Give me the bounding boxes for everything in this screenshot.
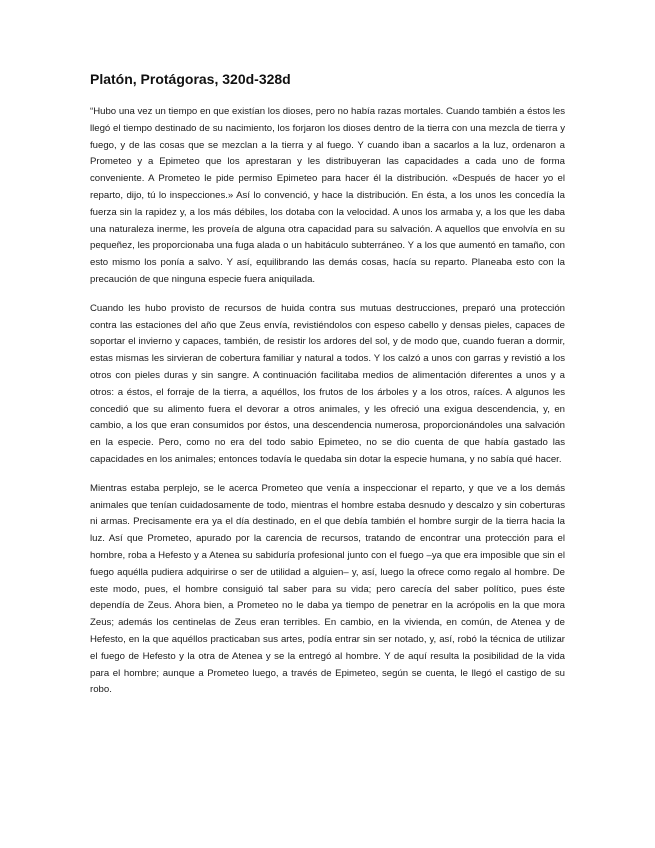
- document-title: Platón, Protágoras, 320d-328d: [90, 71, 291, 87]
- paragraph-1: “Hubo una vez un tiempo en que existían los dioses, pero no había razas mortales. Cuando también a éstos les llegó el tiempo destinado de su nacimiento, los forjaron los dioses dentro de la tierra con una mezcla de tierra y fuego, y de las cosas que se mezclan a la tierra y al fuego. Y cuando iban a sacarlos a la luz, ordenaron a Prometeo y a Epimeteo que los aprestaran y les distribuyeran las capacidades a cada uno de forma conveniente. A Prometeo le pide permiso Epimeteo para hacer él la distribución. «Después de hacer yo el reparto, dijo, tú lo inspecciones.» Así lo convenció, y hace la distribución. En ésta, a los unos les concedía la fuerza sin la rapidez y, a los más débiles, los dotaba con la velocidad. A unos los armaba y, a los que les daba una naturaleza inerme, les proveía de alguna otra capacidad para su salvación. A aquellos que envolvía en su pequeñez, les proporcionaba una fuga alada o un habitáculo subterráneo. Y a los que aumentó en tamaño, con esto mismo los ponía a salvo. Y así, equilibrando las demás cosas, hacía su reparto. Planeaba esto con la precaución de que ninguna especie fuera aniquilada.: [90, 106, 565, 285]
- paragraph-2: Cuando les hubo provisto de recursos de huida contra sus mutuas destrucciones, preparó una protección contra las estaciones del año que Zeus envía, revistiéndolos con espeso cabello y densas pieles, capaces de soportar el invierno y capaces, también, de resistir los ardores del sol, y de modo que, cuando fueran a dormir, estas mismas les sirvieran de cobertura familiar y natural a todos. Y los calzó a unos con garras y revistió a los otros con pieles duras y sin sangre. A continuación facilitaba medios de alimentación diferentes a unos y a otros: a éstos, el forraje de la tierra, a aquéllos, los frutos de los árboles y a los otros, raíces. A algunos les concedió que su alimento fuera el devorar a otros animales, y les ofreció una exigua descendencia, y, en cambio, a los que eran consumidos por éstos, una descendencia numerosa, proporcionándoles una salvación en la especie. Pero, como no era del todo sabio Epimeteo, no se dio cuenta de que había gastado las capacidades en los animales; entonces todavía le quedaba sin dotar la especie humana, y no sabía qué hacer.: [90, 302, 565, 465]
- paragraph-3: Mientras estaba perplejo, se le acerca Prometeo que venía a inspeccionar el reparto, y que ve a los demás animales que tenían cuidadosamente de todo, mientras el hombre estaba desnudo y descalzo y sin coberturas ni armas. Precisamente era ya el día destinado, en el que debía también el hombre surgir de la tierra hacia la luz. Así que Prometeo, apurado por la carencia de recursos, tratando de encontrar una protección para el hombre, roba a Hefesto y a Atenea su sabiduría profesional junto con el fuego –ya que era imposible que sin el fuego aquélla pudiera adquirirse o ser de utilidad a alguien– y, así, luego la ofrece como regalo al hombre. De este modo, pues, el hombre consiguió tal saber para su vida; pero carecía del saber político, pues éste dependía de Zeus. Ahora bien, a Prometeo no le daba ya tiempo de penetrar en la acrópolis en la que mora Zeus; además los centinelas de Zeus eran terribles. En cambio, en la vivienda, en común, de Atenea y de Hefesto, en la que aquéllos practicaban sus artes, podía entrar sin ser notado, y, así, robó la técnica de utilizar el fuego de Hefesto y la otra de Atenea y se la entregó al hombre. Y de aquí resulta la posibilidad de la vida para el hombre; aunque a Prometeo luego, a través de Epimeteo, según se cuenta, le llegó el castigo de su robo.: [90, 482, 565, 696]
- document-page: [90, 70, 565, 711]
